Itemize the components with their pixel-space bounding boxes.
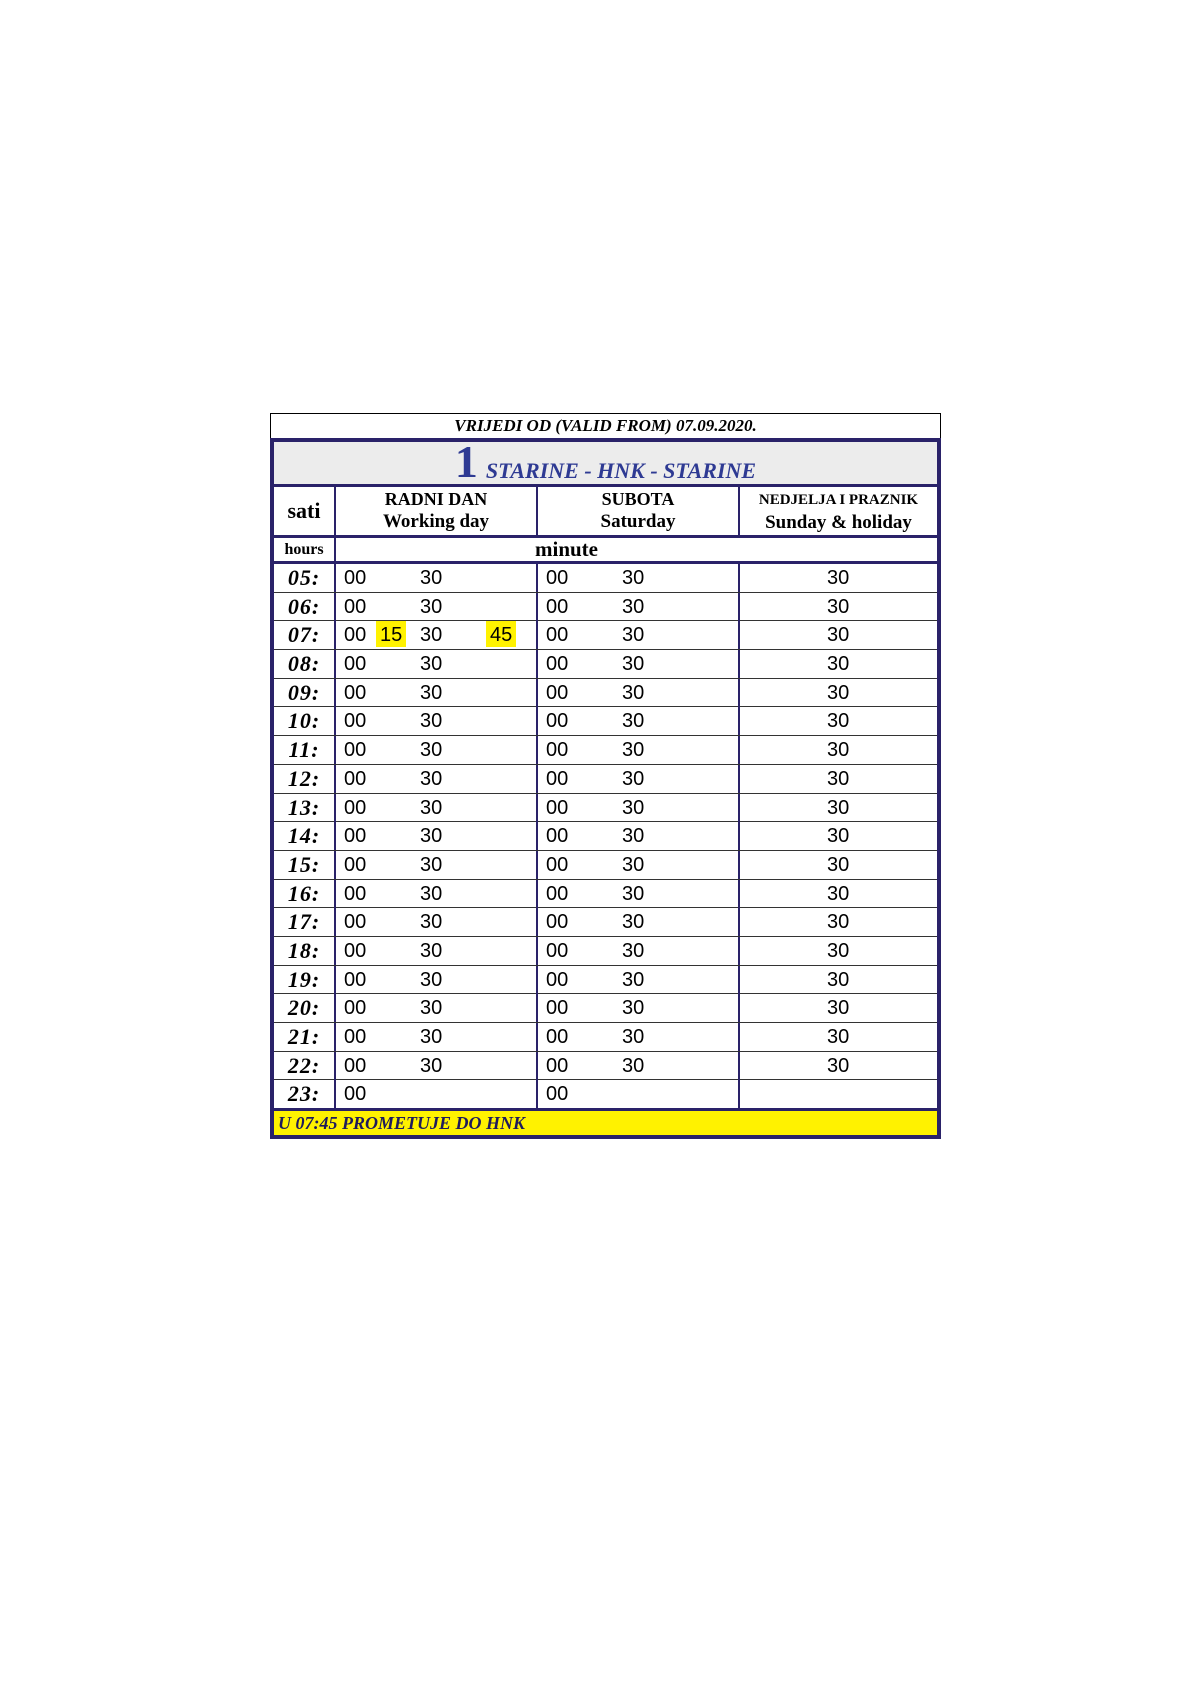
hour-cell: 11: bbox=[274, 736, 336, 764]
table-row bbox=[274, 707, 937, 736]
table-row bbox=[274, 736, 937, 765]
minute-value: 00 bbox=[344, 939, 367, 962]
sunday-cell bbox=[740, 679, 937, 707]
saturday-cell bbox=[538, 593, 740, 621]
working-day-header-hr: RADNI DAN bbox=[384, 489, 488, 509]
working-day-cell bbox=[336, 650, 538, 678]
minute-value: 00 bbox=[546, 882, 569, 905]
minute-value: 30 bbox=[827, 796, 850, 819]
minute-value: 30 bbox=[827, 595, 850, 618]
minute-value: 00 bbox=[546, 911, 569, 934]
minute-value: 30 bbox=[420, 653, 443, 676]
hour-cell: 15: bbox=[274, 851, 336, 879]
saturday-cell bbox=[538, 1023, 740, 1051]
minute-value: 30 bbox=[420, 567, 443, 589]
minute-value: 00 bbox=[546, 767, 569, 790]
minute-value: 30 bbox=[420, 968, 443, 991]
saturday-cell bbox=[538, 679, 740, 707]
line-title bbox=[274, 436, 937, 487]
minute-value: 30 bbox=[622, 739, 645, 762]
minute-value: 30 bbox=[827, 710, 850, 733]
minute-value: 30 bbox=[827, 997, 850, 1020]
footnote: U 07:45 PROMETUJE DO HNK bbox=[274, 1108, 937, 1135]
minute-value: 00 bbox=[344, 710, 367, 733]
hour-cell: 09: bbox=[274, 679, 336, 707]
minute-value: 00 bbox=[344, 825, 367, 848]
working-day-cell bbox=[336, 822, 538, 850]
table-row bbox=[274, 908, 937, 937]
minute-value: 00 bbox=[344, 767, 367, 790]
table-row bbox=[274, 1023, 937, 1052]
minute-value: 30 bbox=[420, 624, 443, 647]
working-day-cell bbox=[336, 564, 538, 592]
minute-value: 00 bbox=[546, 710, 569, 733]
saturday-cell bbox=[538, 650, 740, 678]
line-number: 1 bbox=[454, 436, 478, 487]
working-day-cell bbox=[336, 994, 538, 1022]
hour-cell: 07: bbox=[274, 621, 336, 649]
hour-cell: 16: bbox=[274, 880, 336, 908]
hour-cell: 19: bbox=[274, 966, 336, 994]
table-row bbox=[274, 593, 937, 622]
minute-value: 30 bbox=[622, 567, 645, 589]
minute-value: 30 bbox=[827, 567, 850, 589]
minute-value: 30 bbox=[420, 825, 443, 848]
hour-cell: 10: bbox=[274, 707, 336, 735]
minutes-header: minute bbox=[535, 537, 598, 561]
minute-value: 00 bbox=[546, 1083, 569, 1106]
minute-value: 30 bbox=[827, 911, 850, 934]
minute-value: 45 bbox=[486, 621, 516, 647]
minute-value: 00 bbox=[546, 796, 569, 819]
working-day-header-en: Working day bbox=[382, 511, 490, 532]
sunday-header bbox=[740, 487, 937, 535]
timetable bbox=[270, 413, 941, 1139]
minute-value: 30 bbox=[622, 825, 645, 848]
sunday-cell bbox=[740, 822, 937, 850]
table-row bbox=[274, 1080, 937, 1108]
working-day-header bbox=[336, 487, 538, 535]
minute-value: 30 bbox=[420, 939, 443, 962]
minute-value: 30 bbox=[420, 853, 443, 876]
hour-cell: 13: bbox=[274, 794, 336, 822]
minute-value: 30 bbox=[622, 767, 645, 790]
minute-value: 00 bbox=[344, 796, 367, 819]
working-day-cell bbox=[336, 736, 538, 764]
hour-cell: 06: bbox=[274, 593, 336, 621]
saturday-cell bbox=[538, 1080, 740, 1108]
hour-cell: 21: bbox=[274, 1023, 336, 1051]
line-route: STARINE - HNK - STARINE bbox=[485, 458, 757, 483]
working-day-cell bbox=[336, 1052, 538, 1080]
minute-value: 30 bbox=[420, 739, 443, 762]
minute-value: 30 bbox=[420, 911, 443, 934]
minute-value: 30 bbox=[827, 882, 850, 905]
minute-value: 30 bbox=[827, 825, 850, 848]
minute-value: 00 bbox=[344, 882, 367, 905]
sunday-cell bbox=[740, 621, 937, 649]
minute-value: 30 bbox=[622, 882, 645, 905]
working-day-cell bbox=[336, 1023, 538, 1051]
saturday-cell bbox=[538, 822, 740, 850]
sunday-cell bbox=[740, 908, 937, 936]
working-day-cell bbox=[336, 851, 538, 879]
table-row bbox=[274, 937, 937, 966]
minute-value: 00 bbox=[344, 1026, 367, 1048]
minute-value: 30 bbox=[622, 653, 645, 676]
hours-header-hr: sati bbox=[274, 487, 336, 535]
timetable-frame bbox=[270, 438, 941, 1139]
sunday-cell bbox=[740, 765, 937, 793]
table-row bbox=[274, 621, 937, 650]
saturday-header bbox=[538, 487, 740, 535]
working-day-cell bbox=[336, 880, 538, 908]
working-day-cell bbox=[336, 966, 538, 994]
minute-value: 00 bbox=[344, 653, 367, 676]
table-row bbox=[274, 880, 937, 909]
minute-value: 00 bbox=[546, 939, 569, 962]
saturday-cell bbox=[538, 794, 740, 822]
minute-value: 00 bbox=[546, 681, 569, 704]
minute-value: 00 bbox=[546, 825, 569, 848]
minute-value: 00 bbox=[546, 739, 569, 762]
table-row bbox=[274, 765, 937, 794]
working-day-cell bbox=[336, 707, 538, 735]
hour-cell: 20: bbox=[274, 994, 336, 1022]
minute-value: 30 bbox=[622, 968, 645, 991]
minute-value: 30 bbox=[420, 767, 443, 790]
table-row bbox=[274, 822, 937, 851]
saturday-cell bbox=[538, 994, 740, 1022]
sunday-cell bbox=[740, 851, 937, 879]
minute-value: 30 bbox=[827, 624, 850, 647]
minute-value: 00 bbox=[344, 681, 367, 704]
table-row bbox=[274, 966, 937, 995]
sunday-cell bbox=[740, 880, 937, 908]
minute-value: 30 bbox=[622, 595, 645, 618]
minute-value: 00 bbox=[546, 1054, 569, 1077]
saturday-cell bbox=[538, 937, 740, 965]
hour-cell: 12: bbox=[274, 765, 336, 793]
working-day-cell bbox=[336, 794, 538, 822]
minute-value: 30 bbox=[827, 1026, 850, 1048]
minute-value: 30 bbox=[420, 997, 443, 1020]
table-row bbox=[274, 650, 937, 679]
minute-value: 30 bbox=[622, 911, 645, 934]
hour-cell: 17: bbox=[274, 908, 336, 936]
minute-value: 30 bbox=[622, 939, 645, 962]
sunday-cell bbox=[740, 794, 937, 822]
table-row bbox=[274, 679, 937, 708]
minute-value: 30 bbox=[827, 681, 850, 704]
minute-value: 30 bbox=[827, 939, 850, 962]
minute-value: 30 bbox=[827, 968, 850, 991]
minute-value: 30 bbox=[622, 681, 645, 704]
hour-cell: 05: bbox=[274, 564, 336, 592]
minute-value: 00 bbox=[344, 968, 367, 991]
sunday-cell bbox=[740, 707, 937, 735]
minute-value: 30 bbox=[622, 624, 645, 647]
subheader bbox=[274, 538, 937, 564]
saturday-cell bbox=[538, 564, 740, 592]
table-row bbox=[274, 564, 937, 593]
minute-value: 30 bbox=[622, 1026, 645, 1048]
sunday-cell bbox=[740, 1052, 937, 1080]
minute-value: 30 bbox=[827, 653, 850, 676]
working-day-cell bbox=[336, 908, 538, 936]
minute-value: 30 bbox=[420, 1026, 443, 1048]
saturday-header-hr: SUBOTA bbox=[601, 489, 675, 509]
sunday-header-en: Sunday & holiday bbox=[765, 512, 912, 533]
minute-value: 00 bbox=[546, 853, 569, 876]
valid-from-banner: VRIJEDI OD (VALID FROM) 07.09.2020. bbox=[270, 413, 941, 438]
minute-value: 30 bbox=[622, 853, 645, 876]
minute-value: 00 bbox=[546, 567, 569, 589]
minute-value: 00 bbox=[546, 595, 569, 618]
hours-header-en: hours bbox=[274, 538, 336, 561]
column-headers bbox=[274, 487, 937, 538]
saturday-cell bbox=[538, 765, 740, 793]
minute-value: 00 bbox=[344, 853, 367, 876]
minute-value: 30 bbox=[622, 997, 645, 1020]
sunday-cell bbox=[740, 966, 937, 994]
saturday-header-en: Saturday bbox=[600, 511, 676, 532]
sunday-cell bbox=[740, 1080, 937, 1108]
minute-value: 00 bbox=[344, 1083, 367, 1106]
working-day-cell bbox=[336, 593, 538, 621]
minute-value: 00 bbox=[546, 653, 569, 676]
minute-value: 30 bbox=[420, 1054, 443, 1077]
minute-value: 00 bbox=[546, 968, 569, 991]
minute-value: 30 bbox=[420, 710, 443, 733]
minute-value: 00 bbox=[344, 997, 367, 1020]
sunday-cell bbox=[740, 1023, 937, 1051]
sunday-header-hr: NEDJELJA I PRAZNIK bbox=[758, 492, 919, 508]
hour-cell: 18: bbox=[274, 937, 336, 965]
hour-cell: 08: bbox=[274, 650, 336, 678]
working-day-cell bbox=[336, 679, 538, 707]
sunday-cell bbox=[740, 937, 937, 965]
working-day-cell bbox=[336, 621, 538, 649]
sunday-cell bbox=[740, 736, 937, 764]
minute-value: 00 bbox=[344, 624, 367, 647]
sunday-cell bbox=[740, 593, 937, 621]
working-day-cell bbox=[336, 937, 538, 965]
hour-cell: 23: bbox=[274, 1080, 336, 1108]
sunday-cell bbox=[740, 994, 937, 1022]
saturday-cell bbox=[538, 736, 740, 764]
saturday-cell bbox=[538, 880, 740, 908]
minute-value: 00 bbox=[344, 739, 367, 762]
table-row bbox=[274, 994, 937, 1023]
table-row bbox=[274, 1052, 937, 1081]
minute-value: 00 bbox=[344, 595, 367, 618]
minute-value: 30 bbox=[827, 853, 850, 876]
saturday-cell bbox=[538, 1052, 740, 1080]
minute-value: 30 bbox=[420, 796, 443, 819]
minute-value: 00 bbox=[344, 1054, 367, 1077]
minute-value: 00 bbox=[546, 1026, 569, 1048]
minute-value: 00 bbox=[344, 567, 367, 589]
minute-value: 30 bbox=[827, 1054, 850, 1077]
minute-value: 30 bbox=[827, 767, 850, 790]
minute-value: 30 bbox=[622, 710, 645, 733]
sunday-cell bbox=[740, 650, 937, 678]
minute-value: 15 bbox=[376, 621, 406, 647]
minute-value: 00 bbox=[546, 997, 569, 1020]
minute-value: 00 bbox=[344, 911, 367, 934]
minute-value: 30 bbox=[827, 739, 850, 762]
minute-value: 00 bbox=[546, 624, 569, 647]
saturday-cell bbox=[538, 707, 740, 735]
sunday-cell bbox=[740, 564, 937, 592]
saturday-cell bbox=[538, 621, 740, 649]
saturday-cell bbox=[538, 908, 740, 936]
hour-cell: 22: bbox=[274, 1052, 336, 1080]
table-row bbox=[274, 851, 937, 880]
minute-value: 30 bbox=[420, 882, 443, 905]
minute-value: 30 bbox=[420, 681, 443, 704]
timetable-rows bbox=[274, 564, 937, 1108]
saturday-cell bbox=[538, 851, 740, 879]
working-day-cell bbox=[336, 765, 538, 793]
minute-value: 30 bbox=[420, 595, 443, 618]
saturday-cell bbox=[538, 966, 740, 994]
minute-value: 30 bbox=[622, 796, 645, 819]
hour-cell: 14: bbox=[274, 822, 336, 850]
minute-value: 30 bbox=[622, 1054, 645, 1077]
table-row bbox=[274, 794, 937, 823]
working-day-cell bbox=[336, 1080, 538, 1108]
